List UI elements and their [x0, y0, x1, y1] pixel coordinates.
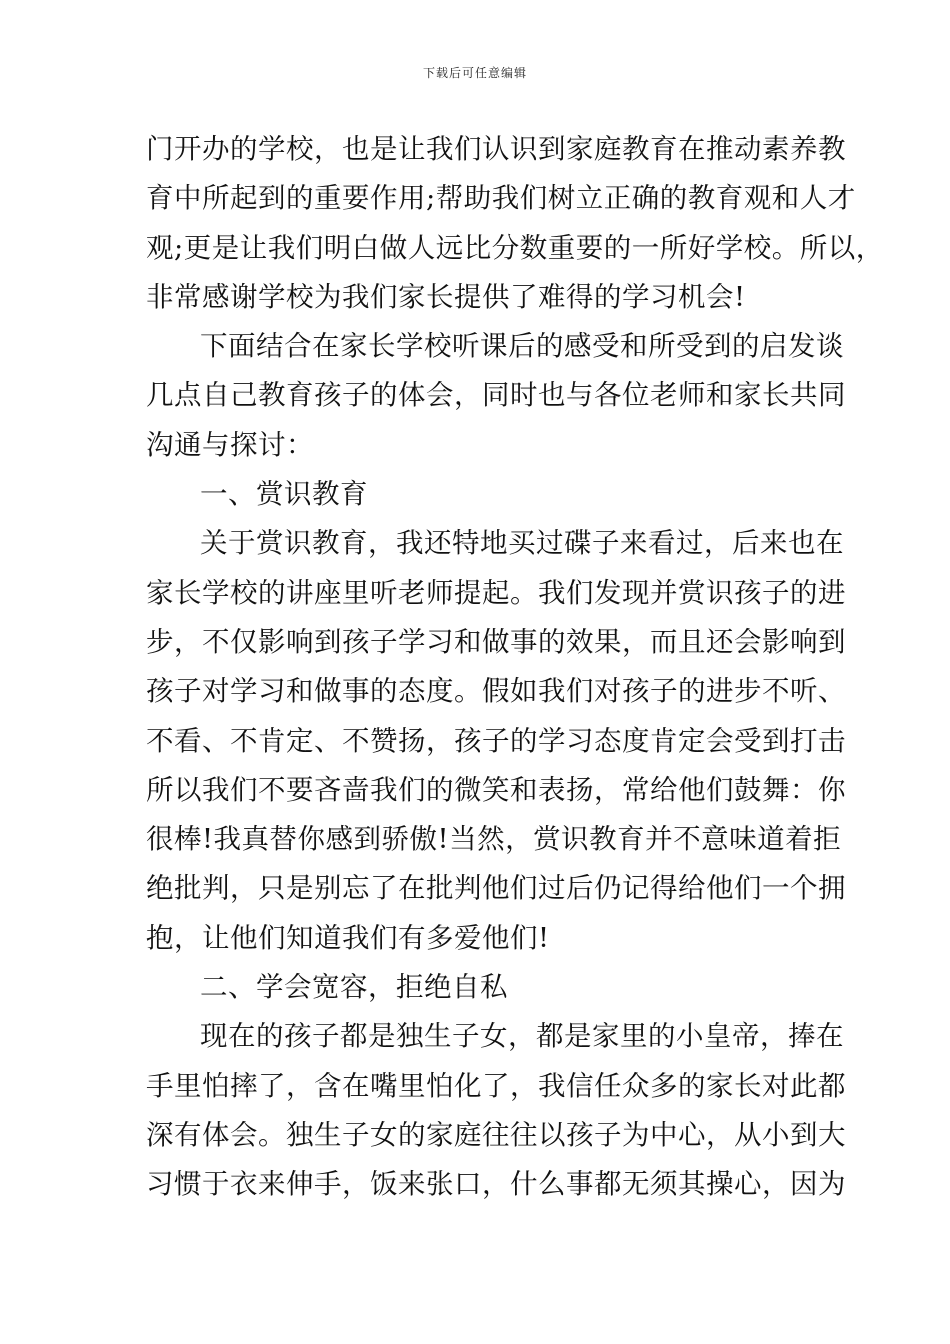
text-line: 几点自己教育孩子的体会，同时也与各位老师和家长共同: [146, 379, 846, 412]
text-line: 家长学校的讲座里听老师提起。我们发现并赏识孩子的进: [146, 576, 846, 609]
text-line: 一、赏识教育: [200, 478, 368, 511]
text-line: 观;更是让我们明白做人远比分数重要的一所好学校。所以，: [146, 231, 884, 264]
text-line: 习惯于衣来伸手，饭来张口，什么事都无须其操心，因为: [146, 1168, 846, 1201]
text-line: 步，不仅影响到孩子学习和做事的效果，而且还会影响到: [146, 625, 846, 658]
text-line: 很棒!我真替你感到骄傲!当然，赏识教育并不意味道着拒: [146, 823, 842, 856]
text-line: 孩子对学习和做事的态度。假如我们对孩子的进步不听、: [146, 675, 846, 708]
text-line: 二、学会宽容，拒绝自私: [200, 971, 508, 1004]
text-line: 抱，让他们知道我们有多爱他们!: [146, 921, 550, 954]
text-line: 不看、不肯定、不赞扬，孩子的学习态度肯定会受到打击: [146, 724, 846, 757]
text-line: 育中所起到的重要作用;帮助我们树立正确的教育观和人才: [146, 182, 856, 215]
text-line: 所以我们不要吝啬我们的微笑和表扬，常给他们鼓舞：你: [146, 773, 846, 806]
text-line: 门开办的学校，也是让我们认识到家庭教育在推动素养教: [146, 133, 846, 165]
document-body: [146, 125, 884, 1210]
text-line: 绝批判，只是别忘了在批判他们过后仍记得给他们一个拥: [146, 872, 846, 905]
page-header: 下载后可任意编辑: [422, 66, 527, 80]
text-line: 现在的孩子都是独生子女，都是家里的小皇帝，捧在: [200, 1020, 844, 1053]
text-line: 沟通与探讨：: [146, 428, 314, 461]
text-line: 手里怕摔了，含在嘴里怕化了，我信任众多的家长对此都: [146, 1069, 846, 1102]
text-line: 下面结合在家长学校听课后的感受和所受到的启发谈: [200, 330, 844, 363]
text-line: 关于赏识教育，我还特地买过碟子来看过，后来也在: [200, 527, 844, 560]
text-line: 非常感谢学校为我们家长提供了难得的学习机会!: [146, 280, 746, 313]
text-line: 深有体会。独生子女的家庭往往以孩子为中心，从小到大: [146, 1118, 846, 1151]
